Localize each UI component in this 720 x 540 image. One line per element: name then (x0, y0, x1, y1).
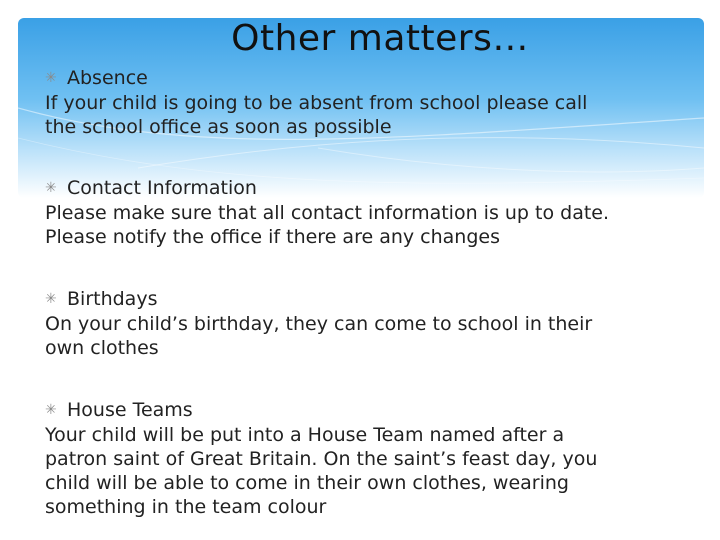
section-heading: Absence (67, 67, 148, 89)
asterisk-bullet-icon: ✳ (45, 402, 57, 418)
section-heading: Birthdays (67, 288, 158, 310)
section-body: Your child will be put into a House Team named after a patron saint of Great Britain. On the saint’s feast day, you child will be able to come in their own clothes, wearing something in the team colour (45, 424, 598, 518)
section-birthdays (45, 287, 685, 360)
bullet-heading (45, 398, 685, 423)
section-body: On your child’s birthday, they can come to school in their own clothes (45, 313, 593, 359)
slide-title: Other matters… (231, 18, 529, 59)
bullet-heading (45, 176, 685, 201)
bullet-heading (45, 287, 685, 312)
asterisk-bullet-icon: ✳ (45, 291, 57, 307)
section-house-teams (45, 398, 685, 519)
bullet-heading (45, 66, 685, 91)
section-contact-information (45, 176, 685, 249)
section-heading: House Teams (67, 399, 193, 421)
asterisk-bullet-icon: ✳ (45, 70, 57, 86)
section-absence (45, 66, 685, 139)
section-body: Please make sure that all contact information is up to date. Please notify the office if there are any changes (45, 202, 610, 248)
section-body: If your child is going to be absent from school please call the school office as soon as possible (45, 92, 588, 138)
asterisk-bullet-icon: ✳ (45, 180, 57, 196)
section-heading: Contact Information (67, 177, 257, 199)
